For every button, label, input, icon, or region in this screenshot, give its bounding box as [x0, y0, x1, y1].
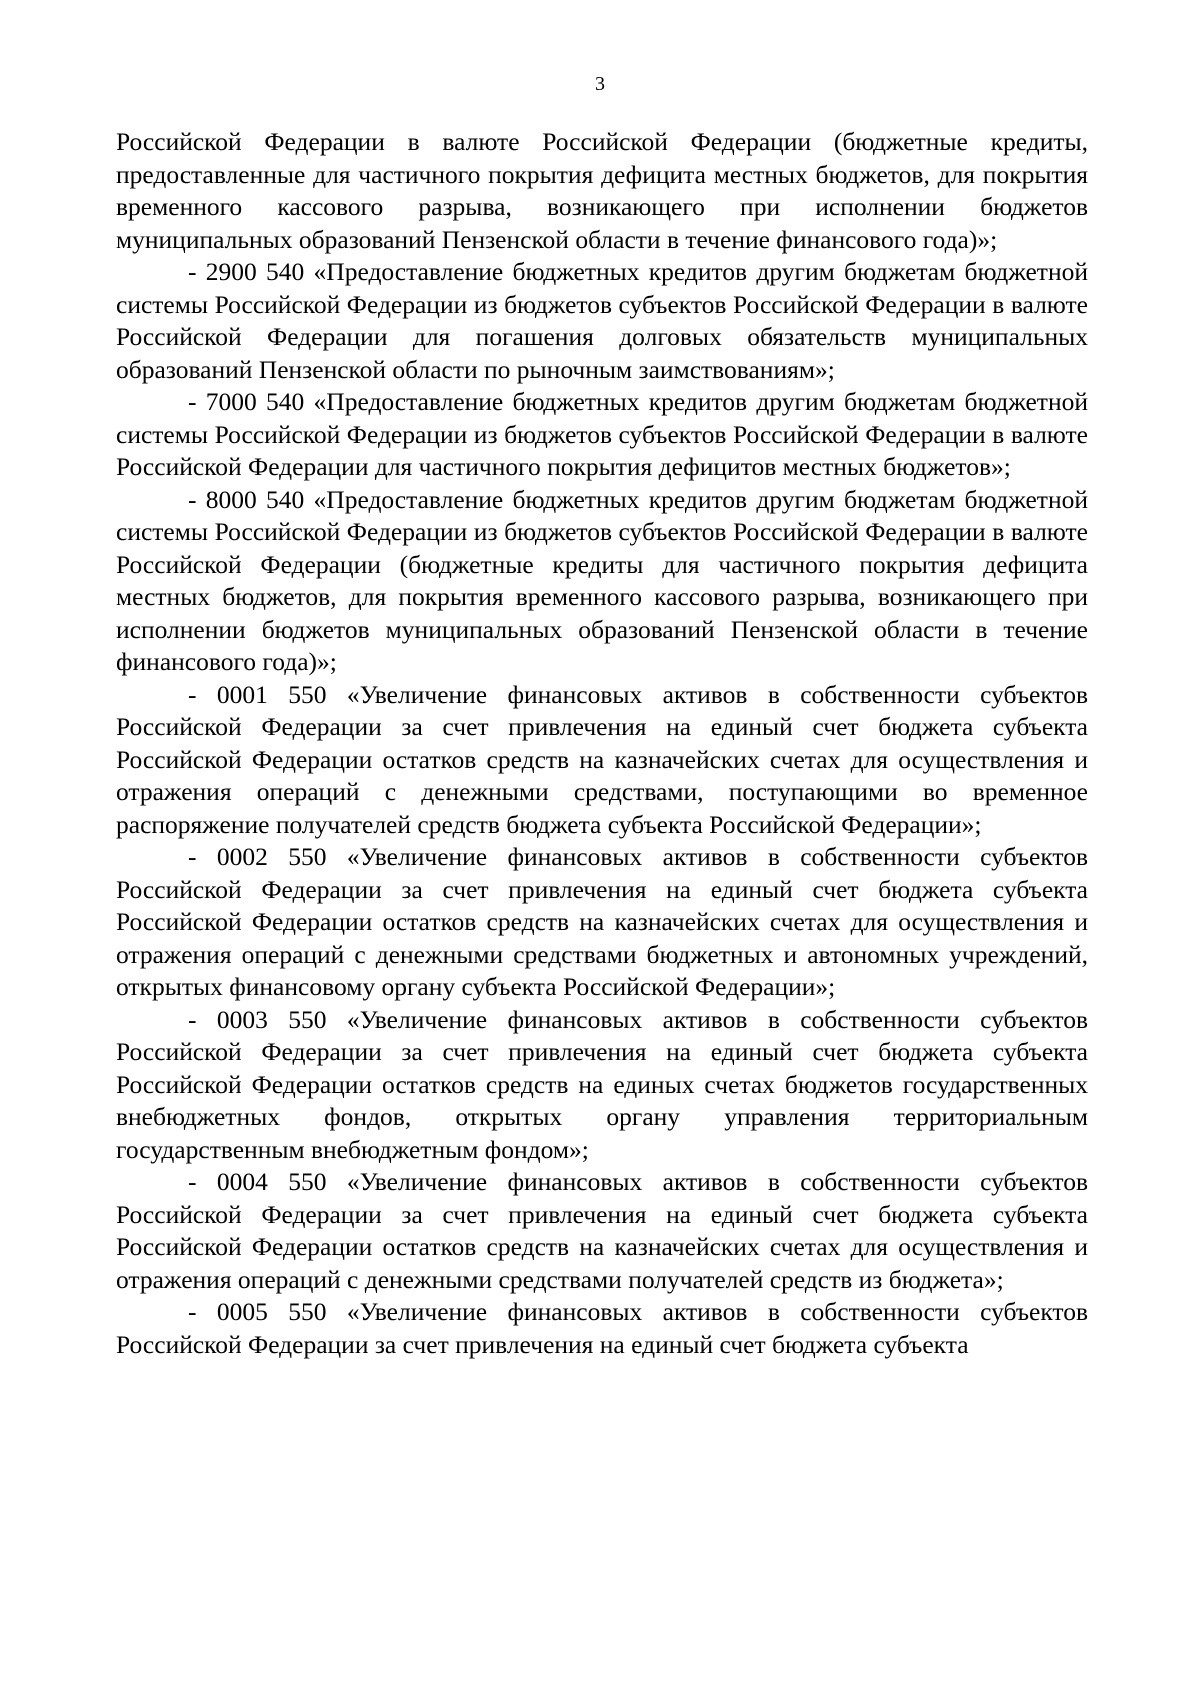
paragraph-code-0001-550: - 0001 550 «Увеличение финансовых активов в собственности субъектов Российской Федерации за счет привлечения на единый счет бюджета субъекта Российской Федерации остатков средств на казначейских счетах для осуществления и отражения операций с денежными средствами, поступающими во временное распоряжение получателей средств бюджета субъекта Российской Федерации»; — [116, 679, 1088, 839]
paragraph-code-0002-550: - 0002 550 «Увеличение финансовых активов в собственности субъектов Российской Федерации за счет привлечения на единый счет бюджета субъекта Российской Федерации остатков средств на казначейских счетах для осуществления и отражения операций с денежными средствами бюджетных и автономных учреждений, открытых финансовому органу субъекта Российской Федерации»; — [116, 842, 1088, 1001]
document-body — [116, 126, 1088, 1361]
paragraph-code-7000-540: - 7000 540 «Предоставление бюджетных кредитов другим бюджетам бюджетной системы Российской Федерации из бюджетов субъектов Российской Федерации в валюте Российской Федерации для частичного покрытия дефицитов местных бюджетов»; — [116, 387, 1088, 481]
paragraph-code-8000-540: - 8000 540 «Предоставление бюджетных кредитов другим бюджетам бюджетной системы Российской Федерации из бюджетов субъектов Российской Федерации в валюте Российской Федерации (бюджетные кредиты для частичного покрытия дефицита местных бюджетов, для покрытия временного кассового разрыва, возникающего при исполнении бюджетов муниципальных образований Пензенской области в течение финансового года)»; — [116, 484, 1088, 676]
paragraph-continuation: Российской Федерации в валюте Российской Федерации (бюджетные кредиты, предоставленные для частичного покрытия дефицита местных бюджетов, для покрытия временного кассового разрыва, возникающего при исполнении бюджетов муниципальных образований Пензенской области в течение финансового года)»; — [116, 127, 1088, 254]
paragraph-code-0004-550: - 0004 550 «Увеличение финансовых активов в собственности субъектов Российской Федерации за счет привлечения на единый счет бюджета субъекта Российской Федерации остатков средств на казначейских счетах для осуществления и отражения операций с денежными средствами получателей средств из бюджета»; — [116, 1167, 1088, 1294]
paragraph-code-0003-550: - 0003 550 «Увеличение финансовых активов в собственности субъектов Российской Федерации за счет привлечения на единый счет бюджета субъекта Российской Федерации остатков средств на единых счетах бюджетов государственных внебюджетных фондов, открытых органу управления территориальным государственным внебюджетным фондом»; — [116, 1004, 1088, 1164]
page-number: 3 — [595, 73, 605, 95]
paragraph-code-2900-540: - 2900 540 «Предоставление бюджетных кредитов другим бюджетам бюджетной системы Российской Федерации из бюджетов субъектов Российской Федерации в валюте Российской Федерации для погашения долговых обязательств муниципальных образований Пензенской области по рыночным заимствованиям»; — [116, 257, 1088, 384]
paragraph-code-0005-550: - 0005 550 «Увеличение финансовых активов в собственности субъектов Российской Федерации за счет привлечения на единый счет бюджета субъекта — [116, 1297, 1088, 1359]
